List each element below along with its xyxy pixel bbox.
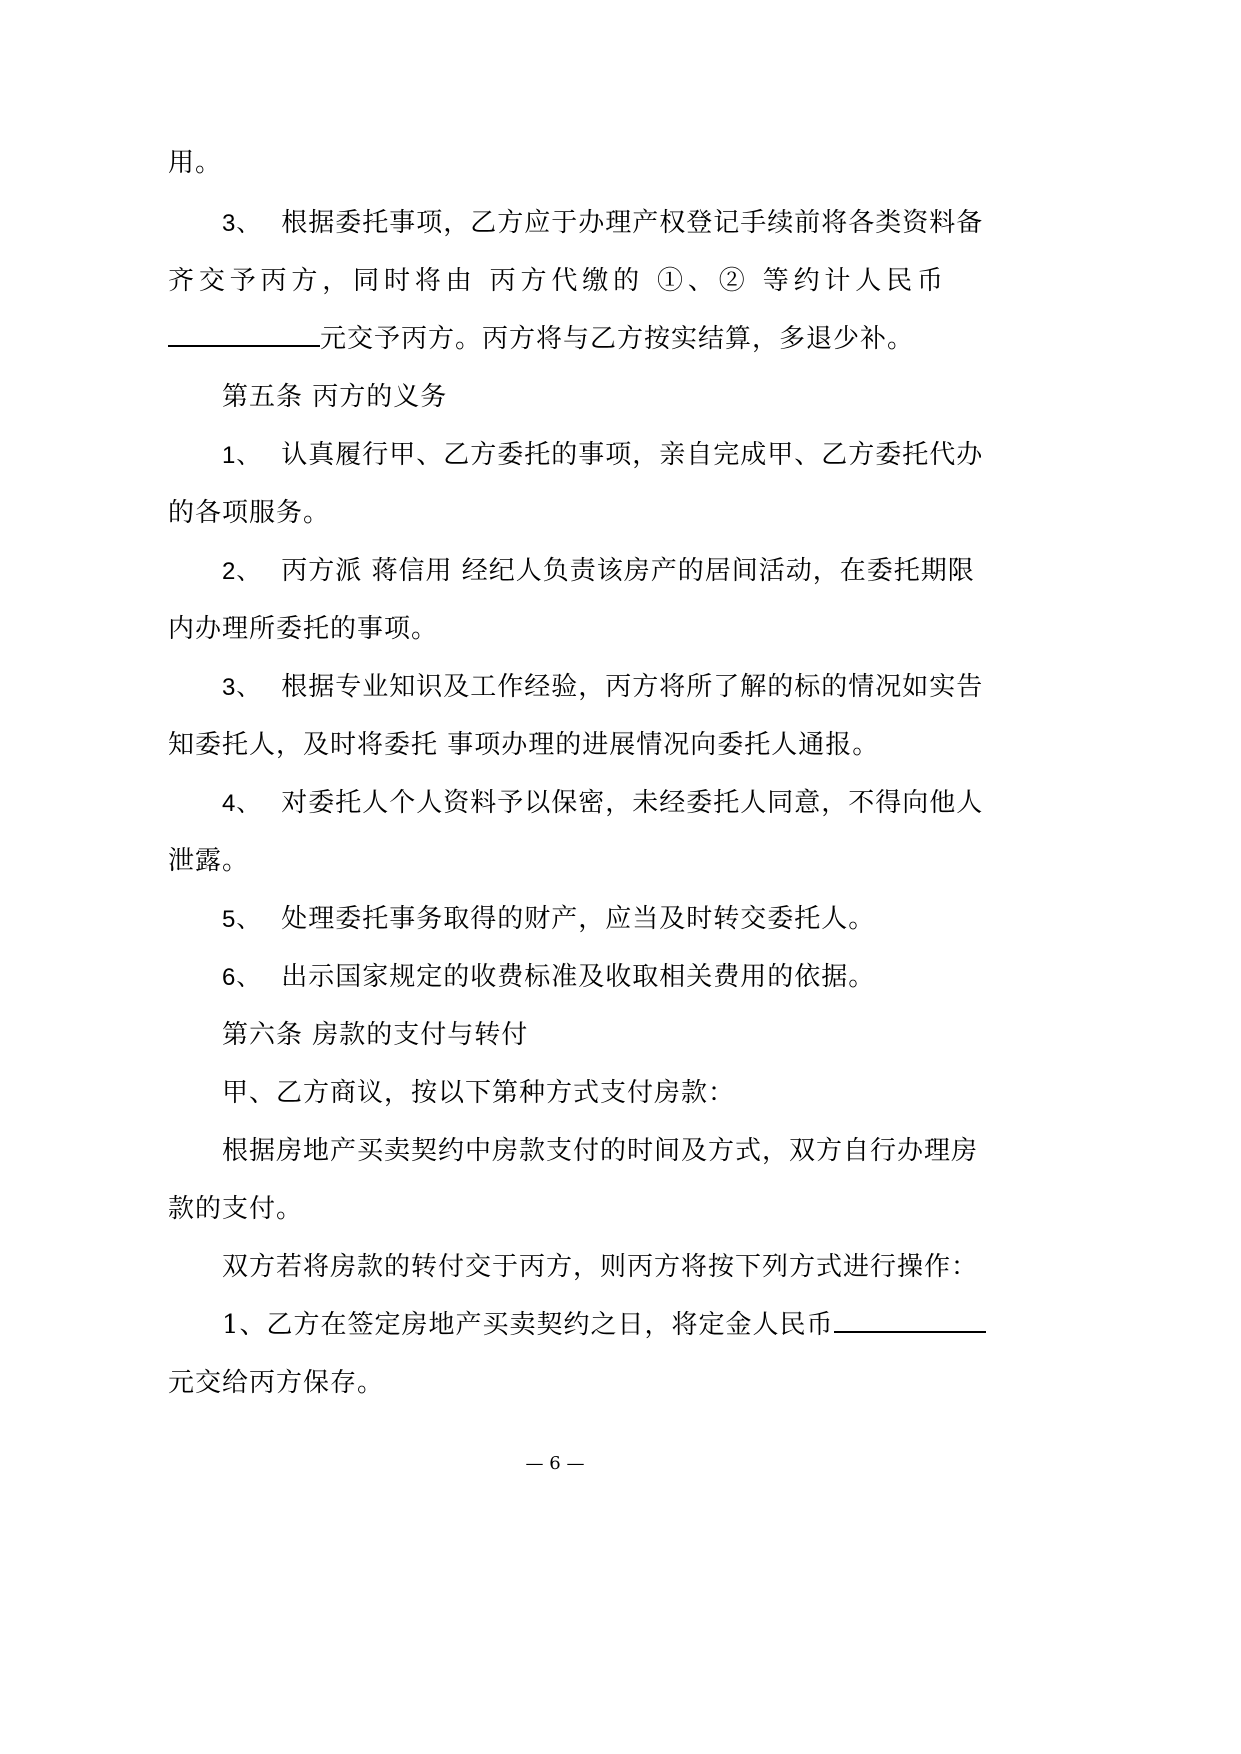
paragraph-text: 出示国家规定的收费标准及收取相关费用的依据。 [281,962,876,992]
paragraph-text: 认真履行甲、乙方委托的事项，亲自完成甲、乙方委托代办 [281,440,984,470]
paragraph-text: 知委托人，及时将委托 事项办理的进展情况向委托人通报。 [168,730,880,760]
heading-text: 第五条 丙方的义务 [222,382,448,412]
a5-item5 [222,902,875,937]
clause-number: 2、 [222,558,262,585]
paragraph-text: 根据房地产买卖契约中房款支付的时间及方式，双方自行办理房 [222,1136,979,1166]
paragraph-text: 的各项服务。 [168,498,331,528]
clause-number: 4、 [222,790,262,817]
paragraph-text: 根据委托事项，乙方应于办理产权登记手续前将各类资料备 [281,208,984,238]
payment-step1-line2 [168,1366,384,1400]
paragraph-text: 处理委托事务取得的财产，应当及时转交委托人。 [281,904,876,934]
a5-item2-line2 [168,612,438,646]
payment-option1-line2 [168,1192,303,1226]
a5-item1-line1 [222,438,983,473]
paragraph-text: 款的支付。 [168,1194,304,1224]
article-5-heading [222,380,447,414]
clause-number: 6、 [222,964,262,991]
a5-item3-line1 [222,670,983,705]
clause-number: 3、 [222,210,262,237]
paragraph-text: 用。 [168,148,223,178]
fill-blank [168,323,320,347]
a5-item4-line1 [222,786,983,821]
clause-number: 1、 [222,442,262,469]
a5-item1-line2 [168,496,330,530]
paragraph-text: 内办理所委托的事项。 [168,614,439,644]
clause-number: 3、 [222,674,262,701]
paragraph-text: 根据专业知识及工作经验，丙方将所了解的标的情况如实告 [281,672,984,702]
clause-3-line3 [168,322,914,356]
paragraph-text: 泄露。 [168,846,250,876]
heading-text: 第六条 房款的支付与转付 [222,1020,529,1050]
payment-option2-intro [222,1250,978,1284]
article-6-heading [222,1018,528,1052]
paragraph-text: 元交予丙方。丙方将与乙方按实结算，多退少补。 [320,324,915,354]
a5-item2-line1 [222,554,975,589]
clause-3-line1 [222,206,983,241]
payment-step1-line1 [222,1308,986,1342]
clause-number: 5、 [222,906,262,933]
paragraph-text: 丙方派 蒋信用 经纪人负责该房产的居间活动，在委托期限 [281,556,975,586]
paragraph-text: 甲、乙方商议，按以下第种方式支付房款： [222,1078,736,1108]
fill-blank [834,1309,986,1333]
paragraph-text: 齐交予丙方，同时将由 丙方代缴的 ①、② 等约计人民币 [168,266,944,296]
a5-item4-line2 [168,844,249,878]
clause-3-line2 [168,264,944,298]
page-number: — 6 — [525,1453,585,1474]
paragraph-text: 对委托人个人资料予以保密，未经委托人同意，不得向他人 [281,788,984,818]
a5-item3-line2 [168,728,879,762]
payment-intro [222,1076,735,1110]
paragraph-text: 1、乙方在签定房地产买卖契约之日，将定金人民币 [222,1310,834,1340]
a5-item6 [222,960,875,995]
paragraph-text: 双方若将房款的转付交于丙方，则丙方将按下列方式进行操作： [222,1252,979,1282]
payment-option1-line1 [222,1134,978,1168]
text-line [168,146,222,180]
paragraph-text: 元交给丙方保存。 [168,1368,385,1398]
